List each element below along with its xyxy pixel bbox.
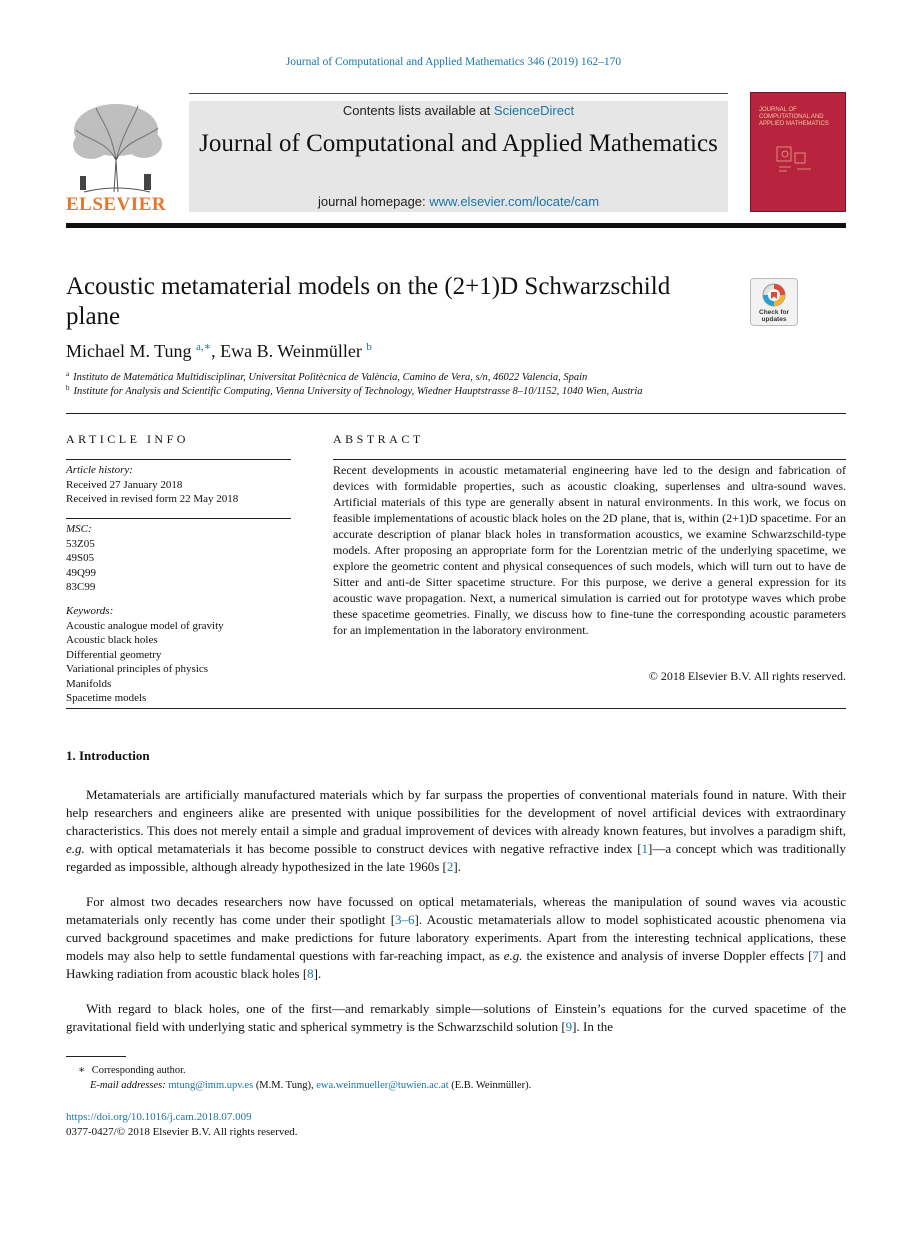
revised-date: Received in revised form 22 May 2018 <box>66 493 239 505</box>
affiliation <box>66 384 643 397</box>
text-run: ]. <box>313 966 322 981</box>
citation-link[interactable]: 3 <box>395 912 402 927</box>
author-line <box>66 340 372 362</box>
divider <box>333 459 846 460</box>
homepage-line <box>189 194 728 209</box>
affiliation-text: Instituto de Matemática Multidisciplinar, Universitat Politècnica de València, Camino de Vera, s/n, 46022 Valencia, Spain <box>73 372 588 383</box>
citation-link[interactable]: 9 <box>565 1019 573 1034</box>
email-link[interactable]: ewa.weinmueller@tuwien.ac.at <box>316 1080 449 1091</box>
divider <box>66 459 291 460</box>
text-run: ]. In the <box>572 1019 613 1034</box>
affiliation <box>66 370 587 383</box>
section-heading-introduction: 1. Introduction <box>66 748 150 763</box>
sciencedirect-link[interactable]: ScienceDirect <box>493 103 575 118</box>
text-run: For almost two decades researchers now have focussed on optical metamaterials, whereas the manipulation of sound waves via acoustic metamaterials only recently has come under their spotlight [ <box>66 894 846 927</box>
homepage-prefix: journal homepage: <box>317 194 430 209</box>
msc-code: 49S05 <box>66 552 95 564</box>
email-owner: (M.M. Tung), <box>253 1080 317 1091</box>
email-owner: (E.B. Weinmüller). <box>448 1080 532 1091</box>
check-updates-label: Check for updates <box>759 309 789 323</box>
citation-link[interactable]: 8 <box>307 966 314 981</box>
received-date: Received 27 January 2018 <box>66 478 183 491</box>
msc-code: 53Z05 <box>66 537 95 550</box>
msc-label: MSC: <box>66 523 92 535</box>
msc-code: 49Q99 <box>66 566 96 579</box>
keyword: Differential geometry <box>66 648 162 661</box>
keyword: Spacetime models <box>66 692 147 704</box>
author-name[interactable]: Michael M. Tung <box>66 341 192 361</box>
citation-link[interactable]: 7 <box>812 948 819 963</box>
affiliation-text: Institute for Analysis and Scientific Computing, Vienna University of Technology, Wiedner Hauptstrasse 8–10/1152, 1040 Wien, Austria <box>73 386 643 397</box>
keywords <box>66 604 291 706</box>
keyword: Acoustic analogue model of gravity <box>66 619 224 632</box>
issn-line: 0377-0427/© 2018 Elsevier B.V. All rights reserved. <box>66 1126 298 1138</box>
check-updates-icon <box>762 283 786 307</box>
keywords-label: Keywords: <box>66 605 114 617</box>
text-run: ]. Acoustic metamaterials allow to model sophisticated acoustic phenomena via curved background spacetimes and make predictions for future laboratory experiments. Apart from the interesting technical applications, these models may also help to settle fundamental questions with far-reaching impact, as <box>66 912 847 963</box>
divider <box>66 413 846 414</box>
citation-link[interactable]: 6 <box>408 912 415 927</box>
check-for-updates-button[interactable] <box>750 278 798 326</box>
divider <box>66 708 846 709</box>
citation-link[interactable]: 2 <box>446 859 454 874</box>
abstract-copyright: © 2018 Elsevier B.V. All rights reserved. <box>648 669 846 683</box>
journal-name: Journal of Computational and Applied Mathematics <box>199 130 718 157</box>
corresponding-author-label: Corresponding author. <box>91 1065 186 1076</box>
author-name[interactable]: Ewa B. Weinmüller <box>220 341 362 361</box>
text-run: ] and Hawking radiation from acoustic black holes [ <box>66 948 846 981</box>
footnote-emails <box>90 1080 531 1091</box>
email-label: E-mail addresses: <box>90 1080 166 1091</box>
msc-codes <box>66 522 291 595</box>
keyword: Variational principles of physics <box>66 663 209 675</box>
abstract-heading: ABSTRACT <box>333 432 424 446</box>
email-link[interactable]: mtung@imm.upv.es <box>168 1080 254 1091</box>
journal-cover-image[interactable] <box>750 92 846 212</box>
text-run: with optical metamaterials it has become possible to construct devices with negative refractive index [ <box>84 841 642 856</box>
article-title: Acoustic metamaterial models on the (2+1)D Schwarzschild plane <box>66 273 671 330</box>
footnote-corresponding <box>78 1064 186 1076</box>
elsevier-wordmark: ELSEVIER <box>66 194 167 215</box>
text-run-italic: e.g. <box>503 948 523 963</box>
text-run: Metamaterials are artificially manufactured materials which by far surpass the properties of conventional materials found in nature. With their help researchers and engineers alike are presented with unique possibilities for the development of novel artificial devices with extraordinary characteristics. This does not merely entail a simple and gradual improvement of devices with already known features, but involves a paradigm shift, <box>66 787 846 838</box>
footnote-star: ∗ <box>78 1065 86 1076</box>
divider <box>66 518 291 519</box>
affiliation-label: a <box>66 370 70 378</box>
keyword: Manifolds <box>66 677 112 690</box>
keyword: Acoustic black holes <box>66 634 158 646</box>
history-label: Article history: <box>66 464 133 476</box>
citation-link[interactable]: 1 <box>641 841 649 856</box>
doi-link[interactable]: https://doi.org/10.1016/j.cam.2018.07.009 <box>66 1111 252 1123</box>
author-separator: , <box>211 341 221 361</box>
author-affiliation-marker[interactable]: b <box>366 341 372 353</box>
text-run: ]—a concept which was traditionally regarded as impossible, although already hypothesized in the late 1960s [ <box>66 841 846 874</box>
cover-art <box>771 143 827 183</box>
text-run: ]. <box>453 859 461 874</box>
contents-prefix: Contents lists available at <box>342 103 494 118</box>
article-history <box>66 463 291 507</box>
citation-range-dash: – <box>401 912 409 927</box>
text-run: With regard to black holes, one of the first—and remarkably simple—solutions of Einstein’s equations for the curved spacetime of the gravitational field with underlying static and spherical symmetry is the Schwarzschild solution [ <box>66 1001 846 1034</box>
paragraph <box>66 893 846 983</box>
footnote-rule <box>66 1056 126 1057</box>
author-affiliation-marker[interactable]: a,∗ <box>196 341 212 353</box>
text-run: the existence and analysis of inverse Doppler effects [ <box>522 948 813 963</box>
contents-line <box>189 103 728 118</box>
masthead-rule <box>189 93 728 94</box>
msc-code: 83C99 <box>66 581 96 593</box>
cover-title: JOURNAL OF COMPUTATIONAL AND APPLIED MATHEMATICS <box>759 107 829 127</box>
homepage-link[interactable]: www.elsevier.com/locate/cam <box>429 194 600 209</box>
affiliation-label: b <box>66 384 70 392</box>
running-head[interactable]: Journal of Computational and Applied Mathematics 346 (2019) 162–170 <box>285 56 622 68</box>
article-info-heading: ARTICLE INFO <box>66 432 189 446</box>
text-run-italic: e.g. <box>66 841 85 856</box>
paragraph <box>66 1000 846 1036</box>
abstract-text: Recent developments in acoustic metamaterial engineering have led to the design and fabrication of devices with formidable properties, such as acoustic cloaking, superlenses and ultra-sound waves. Artificial materials of this type are generally absent in natural environments. In this work, we focus on feasible implementations of acoustic black holes on the 2D plane, that is, within (2+1)D spacetime. For an accurate description of planar black holes in transformation acoustics, we examine Schwarzschild-type models. After proposing an appropriate form for the Lorentzian metric of the underlying spacetime, we explore the geometric content and physical consequences of such models, which will turn out to have de Sitter and anti-de Sitter spacetime structure. For this purpose, we derive a general expression for its acoustic wave propagation. Next, a numerical simulation is carried out for prototype waves which probe these spacetime geometries. Finally, we discuss how to fine-tune the corresponding acoustic parameters for an implementation in the laboratory environment. <box>333 463 846 637</box>
header-thick-rule <box>66 223 846 228</box>
paragraph <box>66 786 846 876</box>
